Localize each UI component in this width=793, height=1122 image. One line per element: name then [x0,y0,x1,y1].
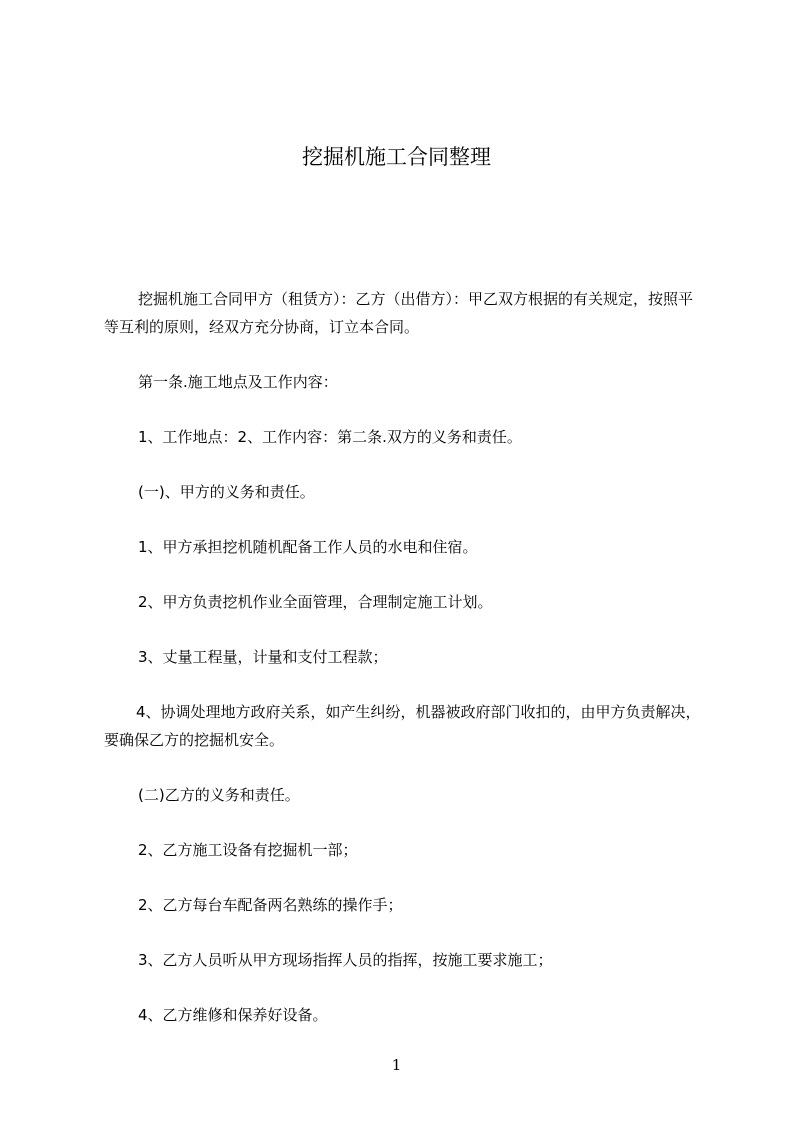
paragraph-party-a-item-3: 3、丈量工程量，计量和支付工程款； [138,648,388,666]
paragraph-party-b-item-4: 4、乙方维修和保养好设备。 [138,1006,328,1024]
document-body [104,285,704,1056]
paragraph-party-a-heading: (一)、甲方的义务和责任。 [138,483,315,501]
paragraph-article-1: 第一条.施工地点及工作内容： [138,373,338,391]
document-title: 挖掘机施工合同整理 [302,145,491,169]
paragraph-work-location: 1、工作地点：2、工作内容：第二条.双方的义务和责任。 [138,428,522,446]
page-number: 1 [391,1056,402,1074]
paragraph-party-b-heading: (二)乙方的义务和责任。 [138,786,300,804]
paragraph-intro: 挖掘机施工合同甲方（租赁方）：乙方（出借方）：甲乙双方根据的有关规定，按照平等互利的原则，经双方充分协商，订立本合同。 [104,290,694,336]
paragraph-party-b-item-3: 3、乙方人员听从甲方现场指挥人员的指挥，按施工要求施工； [138,951,553,969]
paragraph-party-a-item-4: 4、协调处理地方政府关系，如产生纠纷，机器被政府部门收扣的，由甲方负责解决，要确保乙方的挖掘机安全。 [104,703,701,749]
paragraph-party-b-item-1: 2、乙方施工设备有挖掘机一部； [138,841,358,859]
paragraph-party-a-item-1: 1、甲方承担挖机随机配备工作人员的水电和住宿。 [138,538,478,556]
paragraph-party-b-item-2: 2、乙方每台车配备两名熟练的操作手； [138,896,403,914]
paragraph-party-a-item-2: 2、甲方负责挖机作业全面管理，合理制定施工计划。 [138,593,493,611]
